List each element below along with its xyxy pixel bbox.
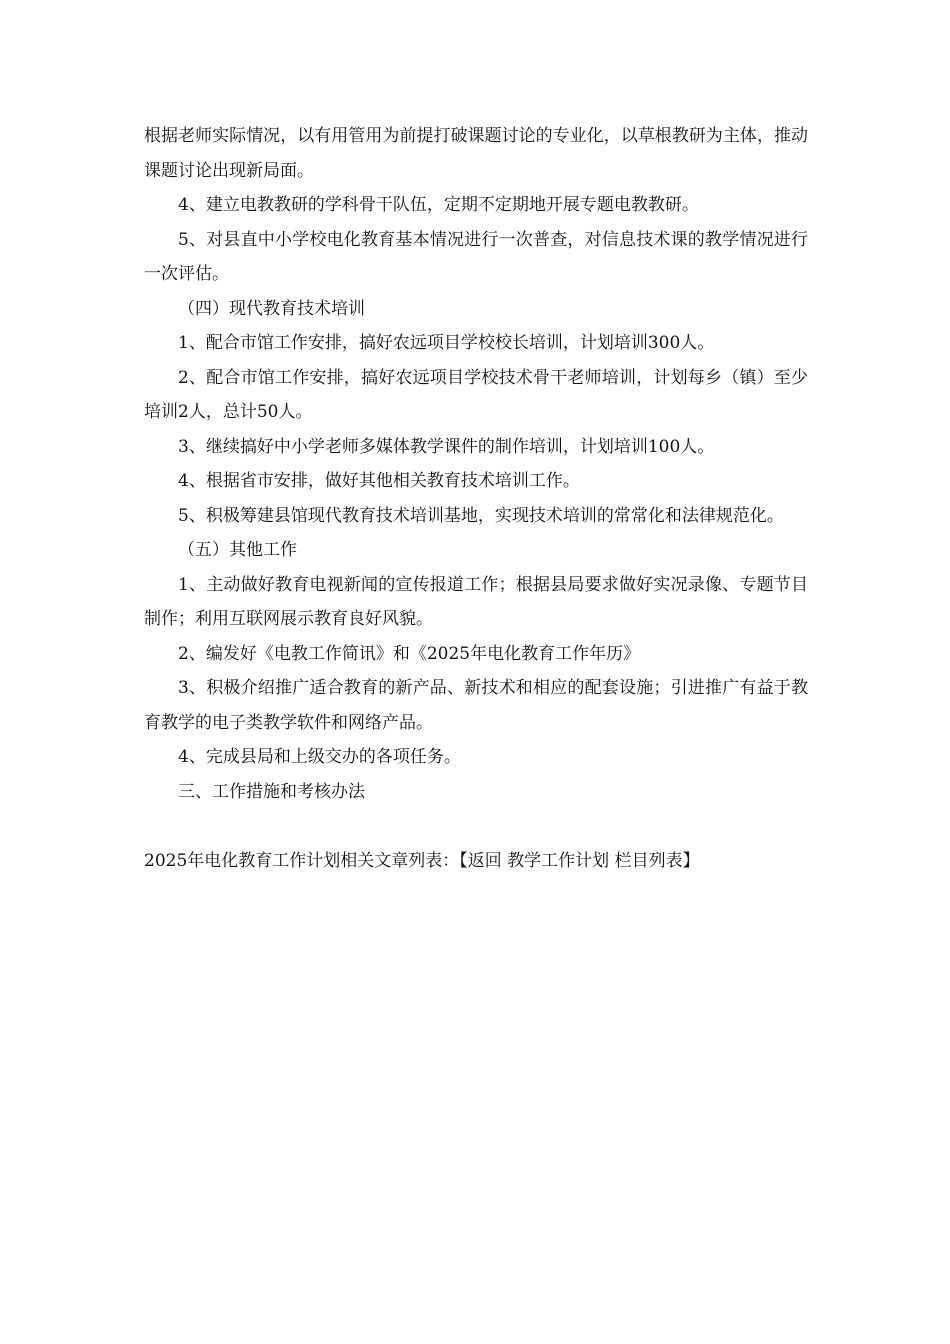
- document-body: [144, 119, 808, 878]
- section-heading-4: （四）现代教育技术培训: [178, 298, 365, 319]
- related-articles-prefix: 2025年电化教育工作计划相关文章列表：: [144, 850, 460, 871]
- paragraph-12: 2、编发好《电教工作简讯》和《2025年电化教育工作年历》: [178, 643, 641, 664]
- paragraph-14: 4、完成县局和上级交办的各项任务。: [178, 747, 461, 767]
- paragraph-3: 5、对县直中小学校电化教育基本情况进行一次普查，对信息技术课的教学情况进行一次评估。: [144, 229, 808, 284]
- paragraph-7: 3、继续搞好中小学老师多媒体教学课件的制作培训，计划培训100人。: [178, 436, 715, 457]
- paragraph-5: 1、配合市馆工作安排，搞好农远项目学校校长培训，计划培训300人。: [178, 333, 715, 353]
- paragraph-1: 根据老师实际情况，以有用管用为前提打破课题讨论的专业化，以草根教研为主体，推动课题讨论出现新局面。: [144, 126, 808, 181]
- paragraph-8: 4、根据省市安排，做好其他相关教育技术培训工作。: [178, 471, 580, 491]
- spacer: [144, 809, 808, 844]
- paragraph-9: 5、积极筹建县馆现代教育技术培训基地，实现技术培训的常常化和法律规范化。: [178, 505, 784, 526]
- related-articles-line: [144, 844, 808, 879]
- paragraph-2: 4、建立电教教研的学科骨干队伍，定期不定期地开展专题电教教研。: [178, 195, 699, 215]
- paragraph-11: 1、主动做好教育电视新闻的宣传报道工作；根据县局要求做好实况录像、专题节目制作；利用互联网展示教育良好风貌。: [144, 574, 808, 629]
- paragraph-6: 2、配合市馆工作安排，搞好农远项目学校技术骨干老师培训，计划每乡（镇）至少培训2人，总计50人。: [144, 367, 808, 422]
- paragraph-13: 3、积极介绍推广适合教育的新产品、新技术和相应的配套设施；引进推广有益于教育教学的电子类教学软件和网络产品。: [144, 678, 808, 733]
- section-heading-5: （五）其他工作: [178, 540, 297, 560]
- section-heading-3: 三、工作措施和考核办法: [178, 781, 365, 802]
- return-to-column-link[interactable]: 【返回 教学工作计划 栏目列表】: [459, 850, 700, 871]
